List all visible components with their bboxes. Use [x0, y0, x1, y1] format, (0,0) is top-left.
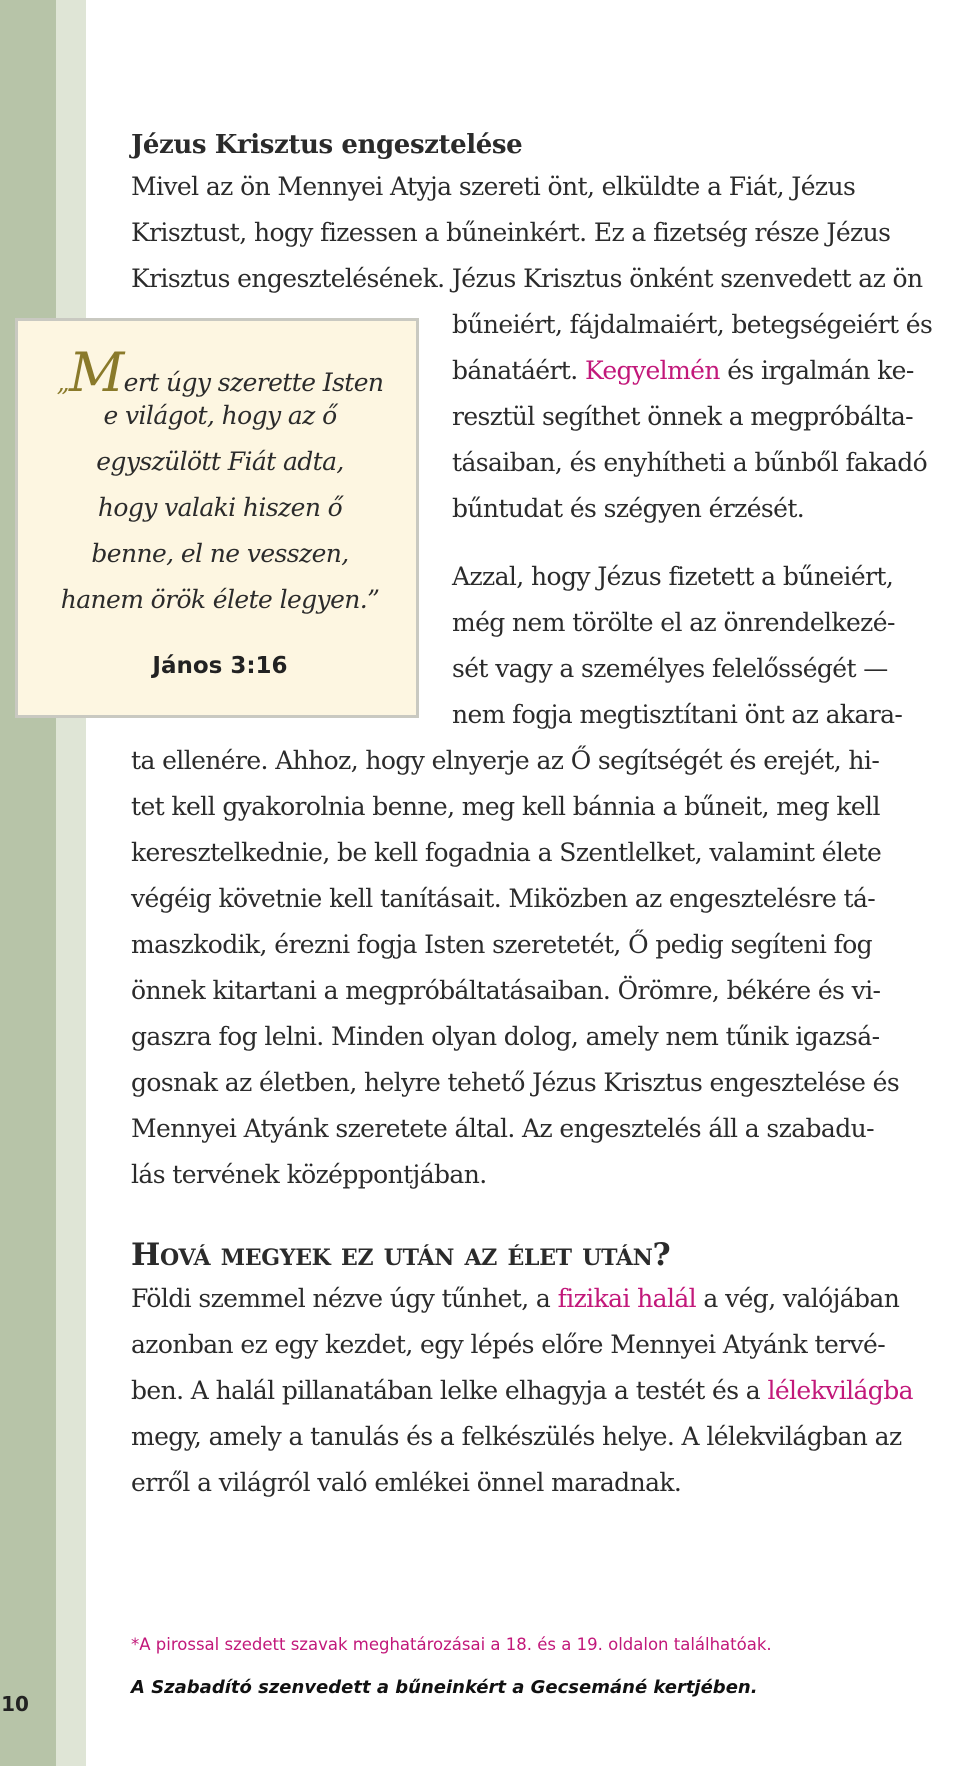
paragraph-line: erről a világról való emlékei önnel maradnak. — [131, 1468, 682, 1497]
quote-drop-cap: M — [68, 341, 124, 404]
paragraph-line: resztül segíthet önnek a megpróbálta- — [452, 402, 914, 431]
paragraph-line: nem fogja megtisztítani önt az akara- — [452, 700, 903, 729]
quote-line: hanem örök élete legyen.” — [60, 585, 380, 614]
paragraph-line: azonban ez egy kezdet, egy lépés előre Mennyei Atyánk tervé- — [131, 1330, 886, 1359]
paragraph-line: Krisztus engesztelésének. Jézus Krisztus önként szenvedett az ön — [131, 264, 923, 293]
quote-line: e világot, hogy az ő — [103, 401, 337, 430]
quote-line — [18, 341, 422, 404]
paragraph-line: bűntudat és szégyen érzését. — [452, 494, 805, 523]
paragraph-line: gosnak az életben, helyre tehető Jézus Krisztus engesztelése és — [131, 1068, 900, 1097]
paragraph-line: keresztelkednie, be kell fogadnia a Szentlelket, valamint élete — [131, 838, 882, 867]
text-fragment: ben. A halál pillanatában lelke elhagyja a testét és a — [131, 1376, 768, 1405]
quote-text: ert úgy szerette Isten — [123, 368, 384, 397]
paragraph-line: tásaiban, és enyhítheti a bűnből fakadó — [452, 448, 928, 477]
paragraph-line — [131, 1368, 913, 1414]
paragraph-line: még nem törölte el az önrendelkezé- — [452, 608, 895, 637]
glossary-link-grace[interactable]: Kegyelmén — [584, 356, 720, 385]
margin-stripe-light — [56, 0, 86, 1766]
paragraph-line: önnek kitartani a megpróbáltatásaiban. Örömre, békére és vi- — [131, 976, 881, 1005]
paragraph-line: ta ellenére. Ahhoz, hogy elnyerje az Ő segítségét és erejét, hi- — [131, 746, 880, 775]
paragraph-line: lás tervének középpontjában. — [131, 1160, 487, 1189]
quote-line: egyszülött Fiát adta, — [96, 447, 344, 476]
quote-line: hogy valaki hiszen ő — [97, 493, 343, 522]
footnote: *A pirossal szedett szavak meghatározásai a 18. és a 19. oldalon találhatóak. — [131, 1635, 772, 1654]
text-fragment: bánatáért. — [452, 356, 585, 385]
quote-open-mark: „ — [56, 368, 69, 397]
text-fragment: Földi szemmel nézve úgy tűnhet, a — [131, 1284, 558, 1313]
quote-line: benne, el ne vesszen, — [91, 539, 349, 568]
paragraph-line: sét vagy a személyes felelősségét — — [452, 654, 888, 683]
scripture-quote-box — [15, 318, 419, 718]
paragraph-line: Krisztust, hogy fizessen a bűneinkért. Ez a fizetség része Jézus — [131, 218, 891, 247]
paragraph-line: Mennyei Atyánk szeretete által. Az engesztelés áll a szabadu- — [131, 1114, 874, 1143]
quote-reference: János 3:16 — [152, 653, 288, 679]
paragraph-line — [452, 348, 914, 394]
paragraph-line: bűneiért, fájdalmaiért, betegségeiért és — [452, 310, 933, 339]
page-number: 10 — [1, 1692, 29, 1716]
section-heading-afterlife: Hová megyek ez után az élet után? — [131, 1237, 671, 1273]
paragraph-line: Azzal, hogy Jézus fizetett a bűneiért, — [452, 562, 894, 591]
paragraph-line: tet kell gyakorolnia benne, meg kell bánnia a bűneit, meg kell — [131, 792, 880, 821]
paragraph-line: gaszra fog lelni. Minden olyan dolog, amely nem tűnik igazsá- — [131, 1022, 880, 1051]
margin-stripe-dark — [0, 0, 56, 1766]
image-caption: A Szabadító szenvedett a bűneinkért a Gecsemáné kertjében. — [131, 1677, 758, 1698]
paragraph-line — [131, 1276, 899, 1322]
text-fragment: a vég, valójában — [696, 1284, 900, 1313]
paragraph-line: végéig követnie kell tanításait. Miközben az engesztelésre tá- — [131, 884, 876, 913]
glossary-link-spirit-world[interactable]: lélekvilágba — [767, 1376, 913, 1405]
text-fragment: és irgalmán ke- — [719, 356, 914, 385]
glossary-link-physical-death[interactable]: fizikai halál — [557, 1284, 697, 1313]
paragraph-line: Mivel az ön Mennyei Atyja szereti önt, elküldte a Fiát, Jézus — [131, 172, 856, 201]
paragraph-line: megy, amely a tanulás és a felkészülés helye. A lélekvilágban az — [131, 1422, 902, 1451]
paragraph-line: maszkodik, érezni fogja Isten szeretetét, Ő pedig segíteni fog — [131, 930, 873, 959]
section-heading-atonement: Jézus Krisztus engesztelése — [131, 130, 523, 160]
